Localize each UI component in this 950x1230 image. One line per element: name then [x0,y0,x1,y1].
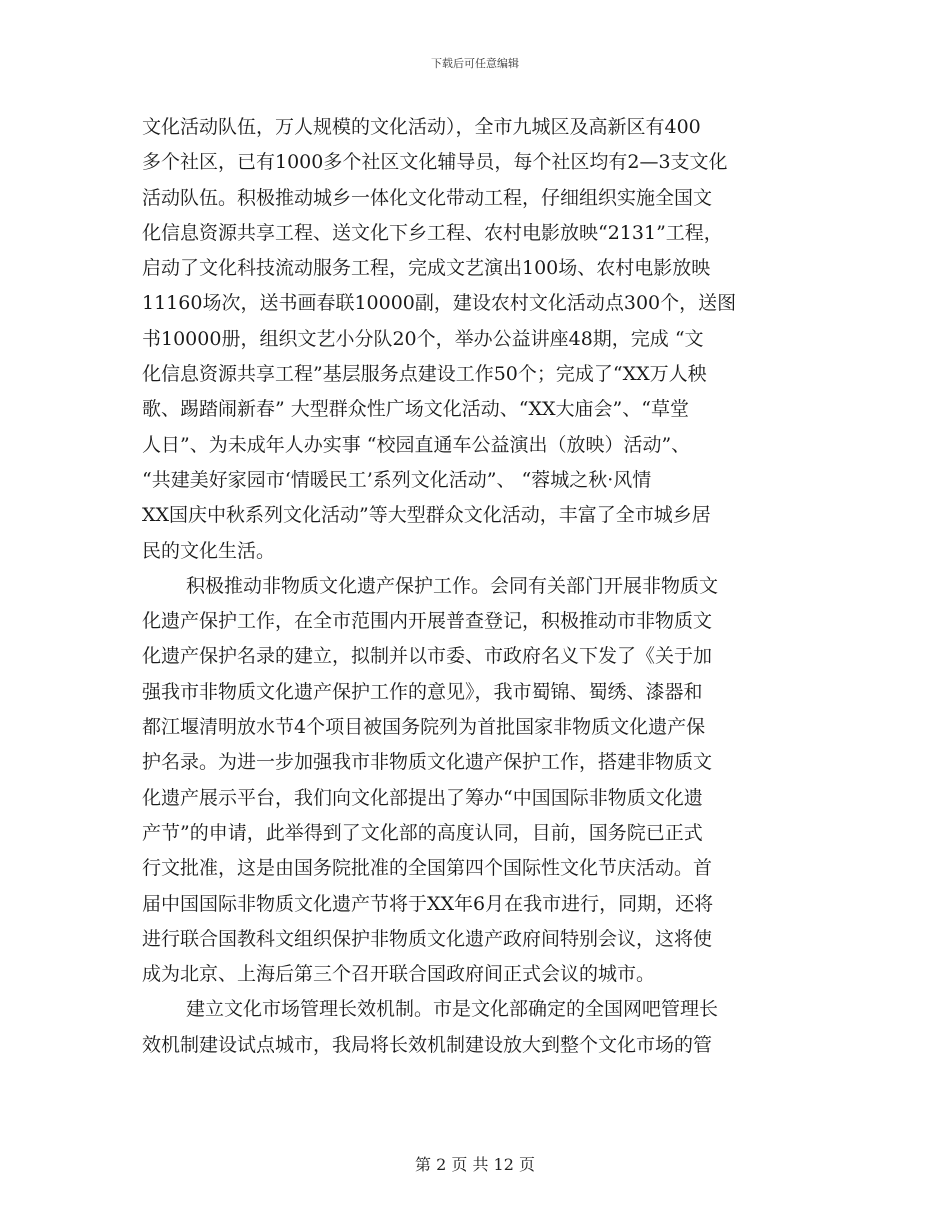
text-line: 强我市非物质文化遗产保护工作的意见》，我市蜀锦、蜀绣、漆器和 [142,680,703,703]
text-line: 化遗产保护名录的建立，拟制并以市委、市政府名义下发了《关于加 [142,645,713,668]
text-line: 都江堰清明放水节4个项目被国务院列为首批国家非物质文化遗产保 [142,716,706,739]
text-line: 产节”的申请，此举得到了文化部的高度认同，目前，国务院已正式 [142,821,703,844]
text-line: 启动了文化科技流动服务工程，完成文艺演出100场、农村电影放映 [142,257,711,280]
page-footer: 第 2 页 共 12 页 [415,1155,535,1174]
paragraph-start-line: 建立文化市场管理长效机制。市是文化部确定的全国网吧管理长 [186,998,719,1021]
text-line: 歌、踢踏闹新春” 大型群众性广场文化活动、“XX大庙会”、“草堂 [142,398,689,421]
text-line: 护名录。为进一步加强我市非物质文化遗产保护工作，搭建非物质文 [142,751,713,774]
text-line: 化遗产保护工作，在全市范围内开展普查登记，积极推动市非物质文 [142,610,713,633]
text-line: 化信息资源共享工程”基层服务点建设工作50个；完成了“XX万人秧 [142,363,707,386]
page-header: 下载后可任意编辑 [431,57,519,70]
text-line: 效机制建设试点城市，我局将长效机制建设放大到整个文化市场的管 [142,1033,713,1056]
text-line: XX国庆中秋系列文化活动”等大型群众文化活动，丰富了全市城乡居 [142,504,711,527]
paragraph-start-line: 积极推动非物质文化遗产保护工作。会同有关部门开展非物质文 [186,574,719,597]
text-line: 多个社区，已有1000多个社区文化辅导员，每个社区均有2—3支文化 [142,151,728,174]
text-line: 民的文化生活。 [142,539,276,562]
document-body [142,110,810,1063]
text-line: 届中国国际非物质文化遗产节将于XX年6月在我市进行，同期，还将 [142,892,714,915]
text-line: 化遗产展示平台，我们向文化部提出了筹办“中国国际非物质文化遗 [142,786,703,809]
text-line: 成为北京、上海后第三个召开联合国政府间正式会议的城市。 [142,963,656,986]
text-line: 行文批准，这是由国务院批准的全国第四个国际性文化节庆活动。首 [142,857,713,880]
text-line: “共建美好家园市‘情暖民工’系列文化活动”、 “蓉城之秋·风情 [142,468,652,491]
text-line: 书10000册，组织文艺小分队20个，举办公益讲座48期，完成 “文 [142,327,704,350]
text-line: 11160场次，送书画春联10000副，建设农村文化活动点300个，送图 [142,292,737,315]
text-line: 人日”、为未成年人办实事 “校园直通车公益演出（放映）活动”、 [142,433,691,456]
text-line: 进行联合国教科文组织保护非物质文化遗产政府间特别会议，这将使 [142,927,713,950]
text-line: 活动队伍。积极推动城乡一体化文化带动工程，仔细组织实施全国文 [142,186,713,209]
text-line: 文化活动队伍，万人规模的文化活动），全市九城区及高新区有400 [142,116,701,138]
text-line: 化信息资源共享工程、送文化下乡工程、农村电影放映“2131”工程， [142,221,723,244]
